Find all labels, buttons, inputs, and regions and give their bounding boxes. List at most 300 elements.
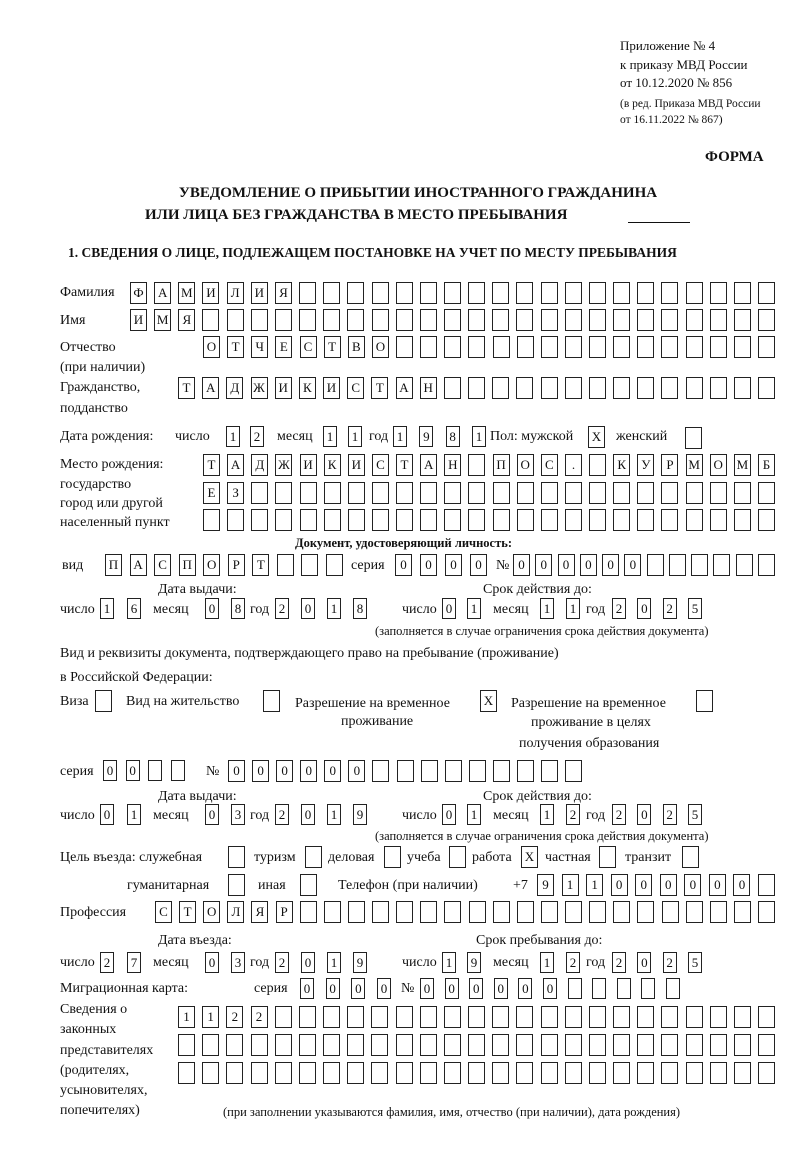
char-box[interactable] [372, 282, 389, 304]
char-box[interactable] [300, 901, 317, 923]
char-box[interactable] [348, 509, 365, 531]
char-box[interactable] [661, 1062, 678, 1084]
char-box[interactable]: Р [228, 554, 245, 576]
char-box[interactable] [397, 760, 414, 782]
char-box[interactable]: С [154, 554, 171, 576]
char-box[interactable]: Ф [130, 282, 147, 304]
char-box[interactable] [686, 336, 703, 358]
char-box[interactable] [372, 482, 389, 504]
char-box[interactable]: 1 [467, 804, 481, 825]
char-box[interactable] [227, 309, 244, 331]
char-box[interactable]: И [275, 377, 292, 399]
char-box[interactable]: 1 [540, 598, 554, 619]
char-box[interactable]: 0 [377, 978, 391, 999]
char-box[interactable] [396, 336, 413, 358]
char-box[interactable]: 1 [562, 874, 579, 896]
char-box[interactable]: 1 [566, 598, 580, 619]
char-box[interactable] [444, 1034, 461, 1056]
char-box[interactable]: З [227, 482, 244, 504]
char-box[interactable] [661, 282, 678, 304]
char-box[interactable]: А [202, 377, 219, 399]
char-box[interactable] [686, 377, 703, 399]
char-box[interactable]: Т [252, 554, 269, 576]
char-box[interactable]: 0 [558, 554, 575, 576]
char-box[interactable]: 3 [231, 804, 245, 825]
char-box[interactable] [323, 1062, 340, 1084]
checkbox[interactable] [263, 690, 280, 712]
char-box[interactable] [326, 554, 343, 576]
char-box[interactable] [420, 1062, 437, 1084]
char-box[interactable]: 5 [688, 598, 702, 619]
char-box[interactable]: 0 [252, 760, 269, 782]
char-box[interactable] [371, 1034, 388, 1056]
char-box[interactable]: 0 [351, 978, 365, 999]
char-box[interactable] [469, 760, 486, 782]
char-box[interactable]: 2 [663, 598, 677, 619]
char-box[interactable] [710, 336, 727, 358]
char-box[interactable] [251, 509, 268, 531]
char-box[interactable] [516, 309, 533, 331]
char-box[interactable] [275, 1034, 292, 1056]
char-box[interactable] [613, 336, 630, 358]
char-box[interactable]: 2 [251, 1006, 268, 1028]
char-box[interactable] [517, 901, 534, 923]
char-box[interactable]: П [105, 554, 122, 576]
char-box[interactable] [444, 1006, 461, 1028]
char-box[interactable] [275, 1062, 292, 1084]
char-box[interactable]: 1 [472, 426, 486, 447]
char-box[interactable]: О [372, 336, 389, 358]
char-box[interactable] [372, 760, 389, 782]
char-box[interactable]: 0 [301, 952, 315, 973]
char-box[interactable] [565, 509, 582, 531]
char-box[interactable] [492, 1034, 509, 1056]
char-box[interactable]: 0 [543, 978, 557, 999]
checkbox[interactable]: X [588, 426, 605, 448]
char-box[interactable] [758, 336, 775, 358]
char-box[interactable]: Я [178, 309, 195, 331]
char-box[interactable] [758, 309, 775, 331]
char-box[interactable]: Т [227, 336, 244, 358]
char-box[interactable] [348, 901, 365, 923]
char-box[interactable]: 1 [323, 426, 337, 447]
char-box[interactable]: О [517, 454, 534, 476]
char-box[interactable] [517, 336, 534, 358]
char-box[interactable] [710, 282, 727, 304]
char-box[interactable]: Р [661, 454, 678, 476]
char-box[interactable]: И [323, 377, 340, 399]
char-box[interactable]: С [155, 901, 172, 923]
char-box[interactable] [516, 1062, 533, 1084]
char-box[interactable] [517, 482, 534, 504]
char-box[interactable] [637, 1034, 654, 1056]
char-box[interactable]: С [347, 377, 364, 399]
char-box[interactable]: Ч [251, 336, 268, 358]
char-box[interactable] [613, 377, 630, 399]
char-box[interactable] [713, 554, 730, 576]
char-box[interactable]: 0 [602, 554, 619, 576]
char-box[interactable] [468, 377, 485, 399]
char-box[interactable]: Е [203, 482, 220, 504]
char-box[interactable]: 0 [103, 760, 117, 781]
char-box[interactable]: 2 [566, 952, 580, 973]
checkbox[interactable] [599, 846, 616, 868]
char-box[interactable]: 2 [275, 598, 289, 619]
char-box[interactable] [347, 1062, 364, 1084]
char-box[interactable]: 0 [733, 874, 750, 896]
char-box[interactable]: И [300, 454, 317, 476]
char-box[interactable] [592, 978, 606, 999]
char-box[interactable]: 0 [205, 804, 219, 825]
char-box[interactable] [444, 509, 461, 531]
char-box[interactable] [396, 1062, 413, 1084]
char-box[interactable]: Е [275, 336, 292, 358]
char-box[interactable] [565, 901, 582, 923]
char-box[interactable] [734, 309, 751, 331]
char-box[interactable]: С [372, 454, 389, 476]
char-box[interactable]: М [154, 309, 171, 331]
char-box[interactable]: 0 [637, 952, 651, 973]
char-box[interactable]: 1 [178, 1006, 195, 1028]
char-box[interactable]: 1 [540, 804, 554, 825]
char-box[interactable]: 0 [326, 978, 340, 999]
char-box[interactable] [492, 1062, 509, 1084]
char-box[interactable]: 5 [688, 952, 702, 973]
char-box[interactable] [758, 1034, 775, 1056]
char-box[interactable]: 0 [635, 874, 652, 896]
char-box[interactable]: 0 [300, 760, 317, 782]
char-box[interactable] [613, 282, 630, 304]
char-box[interactable]: Д [251, 454, 268, 476]
char-box[interactable] [641, 978, 655, 999]
char-box[interactable] [468, 482, 485, 504]
char-box[interactable]: У [637, 454, 654, 476]
char-box[interactable]: 9 [467, 952, 481, 973]
char-box[interactable] [568, 978, 582, 999]
char-box[interactable] [468, 1006, 485, 1028]
char-box[interactable] [617, 978, 631, 999]
char-box[interactable] [493, 482, 510, 504]
checkbox[interactable] [300, 874, 317, 896]
char-box[interactable] [469, 901, 486, 923]
char-box[interactable]: 1 [540, 952, 554, 973]
char-box[interactable] [299, 1062, 316, 1084]
char-box[interactable]: А [396, 377, 413, 399]
char-box[interactable] [686, 282, 703, 304]
char-box[interactable] [637, 309, 654, 331]
char-box[interactable] [178, 1034, 195, 1056]
char-box[interactable]: 8 [231, 598, 245, 619]
char-box[interactable] [734, 1062, 751, 1084]
char-box[interactable] [710, 1006, 727, 1028]
char-box[interactable] [589, 377, 606, 399]
char-box[interactable] [468, 1034, 485, 1056]
char-box[interactable] [227, 509, 244, 531]
char-box[interactable]: К [613, 454, 630, 476]
char-box[interactable] [420, 509, 437, 531]
char-box[interactable] [517, 760, 534, 782]
char-box[interactable]: 0 [469, 978, 483, 999]
char-box[interactable] [516, 1006, 533, 1028]
char-box[interactable] [661, 309, 678, 331]
char-box[interactable] [637, 1062, 654, 1084]
char-box[interactable] [637, 336, 654, 358]
char-box[interactable]: 9 [419, 426, 433, 447]
char-box[interactable] [444, 309, 461, 331]
char-box[interactable]: 0 [535, 554, 552, 576]
char-box[interactable] [251, 1034, 268, 1056]
char-box[interactable] [493, 509, 510, 531]
char-box[interactable] [444, 377, 461, 399]
char-box[interactable] [589, 901, 606, 923]
char-box[interactable]: И [202, 282, 219, 304]
char-box[interactable] [492, 377, 509, 399]
char-box[interactable] [444, 336, 461, 358]
char-box[interactable] [758, 901, 775, 923]
char-box[interactable] [251, 1062, 268, 1084]
char-box[interactable]: 1 [327, 804, 341, 825]
char-box[interactable]: К [299, 377, 316, 399]
char-box[interactable]: 0 [126, 760, 140, 781]
char-box[interactable] [277, 554, 294, 576]
char-box[interactable] [589, 336, 606, 358]
char-box[interactable] [493, 901, 510, 923]
char-box[interactable] [637, 482, 654, 504]
char-box[interactable]: Б [758, 454, 775, 476]
char-box[interactable]: 0 [518, 978, 532, 999]
char-box[interactable] [492, 309, 509, 331]
char-box[interactable]: 2 [612, 598, 626, 619]
char-box[interactable] [444, 482, 461, 504]
char-box[interactable] [565, 377, 582, 399]
char-box[interactable]: О [710, 454, 727, 476]
char-box[interactable] [613, 1062, 630, 1084]
char-box[interactable] [710, 1062, 727, 1084]
char-box[interactable] [710, 377, 727, 399]
char-box[interactable]: . [565, 454, 582, 476]
char-box[interactable] [420, 1034, 437, 1056]
char-box[interactable] [468, 454, 485, 476]
char-box[interactable]: Л [227, 901, 244, 923]
char-box[interactable] [613, 509, 630, 531]
char-box[interactable]: 3 [231, 952, 245, 973]
checkbox[interactable] [685, 427, 702, 449]
char-box[interactable] [420, 282, 437, 304]
char-box[interactable]: 2 [663, 952, 677, 973]
char-box[interactable]: С [300, 336, 317, 358]
char-box[interactable] [661, 1006, 678, 1028]
char-box[interactable] [647, 554, 664, 576]
checkbox[interactable] [95, 690, 112, 712]
char-box[interactable] [541, 760, 558, 782]
char-box[interactable] [686, 1034, 703, 1056]
char-box[interactable] [565, 1006, 582, 1028]
char-box[interactable] [420, 309, 437, 331]
char-box[interactable] [445, 760, 462, 782]
char-box[interactable] [301, 554, 318, 576]
char-box[interactable]: М [734, 454, 751, 476]
char-box[interactable] [444, 282, 461, 304]
char-box[interactable] [516, 377, 533, 399]
char-box[interactable]: 0 [442, 804, 456, 825]
char-box[interactable]: П [179, 554, 196, 576]
char-box[interactable]: 0 [445, 554, 462, 576]
char-box[interactable] [347, 1006, 364, 1028]
char-box[interactable]: 0 [205, 952, 219, 973]
char-box[interactable] [371, 1062, 388, 1084]
char-box[interactable]: О [203, 901, 220, 923]
char-box[interactable] [637, 509, 654, 531]
char-box[interactable] [516, 282, 533, 304]
checkbox[interactable] [305, 846, 322, 868]
char-box[interactable] [541, 282, 558, 304]
char-box[interactable] [396, 309, 413, 331]
char-box[interactable] [565, 282, 582, 304]
char-box[interactable] [613, 482, 630, 504]
checkbox[interactable] [228, 846, 245, 868]
char-box[interactable]: 0 [445, 978, 459, 999]
char-box[interactable] [613, 1006, 630, 1028]
char-box[interactable]: 0 [624, 554, 641, 576]
char-box[interactable] [226, 1062, 243, 1084]
char-box[interactable]: 1 [442, 952, 456, 973]
char-box[interactable] [148, 760, 162, 781]
char-box[interactable]: 1 [586, 874, 603, 896]
char-box[interactable]: 0 [637, 804, 651, 825]
char-box[interactable] [251, 309, 268, 331]
checkbox[interactable] [228, 874, 245, 896]
char-box[interactable]: 1 [327, 598, 341, 619]
char-box[interactable] [299, 1034, 316, 1056]
char-box[interactable] [637, 901, 654, 923]
char-box[interactable] [517, 509, 534, 531]
char-box[interactable]: 2 [275, 804, 289, 825]
char-box[interactable]: И [251, 282, 268, 304]
char-box[interactable] [565, 336, 582, 358]
char-box[interactable] [541, 336, 558, 358]
char-box[interactable] [589, 454, 606, 476]
char-box[interactable]: 0 [420, 978, 434, 999]
checkbox[interactable] [384, 846, 401, 868]
char-box[interactable]: Н [444, 454, 461, 476]
char-box[interactable] [323, 309, 340, 331]
char-box[interactable] [541, 482, 558, 504]
char-box[interactable] [323, 1006, 340, 1028]
char-box[interactable]: 0 [442, 598, 456, 619]
char-box[interactable]: 0 [348, 760, 365, 782]
char-box[interactable]: 5 [688, 804, 702, 825]
char-box[interactable] [324, 509, 341, 531]
char-box[interactable] [323, 282, 340, 304]
char-box[interactable]: И [130, 309, 147, 331]
char-box[interactable] [734, 1034, 751, 1056]
char-box[interactable] [541, 901, 558, 923]
char-box[interactable] [686, 309, 703, 331]
char-box[interactable] [178, 1062, 195, 1084]
char-box[interactable]: А [227, 454, 244, 476]
char-box[interactable] [420, 1006, 437, 1028]
char-box[interactable] [171, 760, 185, 781]
char-box[interactable]: 0 [470, 554, 487, 576]
char-box[interactable] [299, 282, 316, 304]
char-box[interactable]: А [130, 554, 147, 576]
char-box[interactable] [589, 509, 606, 531]
char-box[interactable] [492, 1006, 509, 1028]
char-box[interactable]: 2 [275, 952, 289, 973]
char-box[interactable]: 1 [348, 426, 362, 447]
char-box[interactable] [565, 309, 582, 331]
char-box[interactable]: 2 [612, 952, 626, 973]
char-box[interactable] [396, 509, 413, 531]
char-box[interactable] [275, 309, 292, 331]
char-box[interactable]: Я [275, 282, 292, 304]
char-box[interactable] [516, 1034, 533, 1056]
char-box[interactable] [734, 282, 751, 304]
char-box[interactable] [589, 1006, 606, 1028]
char-box[interactable] [710, 309, 727, 331]
char-box[interactable]: Т [371, 377, 388, 399]
char-box[interactable] [468, 1062, 485, 1084]
char-box[interactable]: Т [178, 377, 195, 399]
char-box[interactable] [758, 482, 775, 504]
char-box[interactable]: Т [396, 454, 413, 476]
char-box[interactable] [662, 901, 679, 923]
char-box[interactable] [734, 482, 751, 504]
checkbox[interactable] [449, 846, 466, 868]
char-box[interactable]: А [154, 282, 171, 304]
char-box[interactable] [710, 901, 727, 923]
char-box[interactable]: 6 [127, 598, 141, 619]
char-box[interactable] [758, 377, 775, 399]
char-box[interactable] [324, 482, 341, 504]
char-box[interactable]: Т [203, 454, 220, 476]
char-box[interactable] [421, 760, 438, 782]
char-box[interactable] [299, 1006, 316, 1028]
char-box[interactable]: 0 [395, 554, 412, 576]
char-box[interactable] [669, 554, 686, 576]
char-box[interactable] [613, 901, 630, 923]
checkbox[interactable]: X [521, 846, 538, 868]
checkbox[interactable] [696, 690, 713, 712]
char-box[interactable] [347, 309, 364, 331]
char-box[interactable] [736, 554, 753, 576]
char-box[interactable] [734, 377, 751, 399]
char-box[interactable] [734, 336, 751, 358]
char-box[interactable]: Т [324, 336, 341, 358]
char-box[interactable]: 0 [300, 978, 314, 999]
char-box[interactable]: 8 [353, 598, 367, 619]
char-box[interactable] [444, 1062, 461, 1084]
char-box[interactable] [226, 1034, 243, 1056]
char-box[interactable]: М [686, 454, 703, 476]
char-box[interactable] [541, 309, 558, 331]
char-box[interactable] [758, 509, 775, 531]
char-box[interactable] [396, 1006, 413, 1028]
char-box[interactable] [758, 874, 775, 896]
char-box[interactable]: 1 [226, 426, 240, 447]
char-box[interactable] [758, 1006, 775, 1028]
char-box[interactable]: 0 [301, 598, 315, 619]
char-box[interactable]: Н [420, 377, 437, 399]
char-box[interactable]: А [420, 454, 437, 476]
char-box[interactable] [661, 509, 678, 531]
char-box[interactable] [420, 901, 437, 923]
char-box[interactable]: О [203, 554, 220, 576]
char-box[interactable] [565, 1062, 582, 1084]
char-box[interactable] [299, 309, 316, 331]
char-box[interactable] [661, 336, 678, 358]
char-box[interactable]: П [493, 454, 510, 476]
